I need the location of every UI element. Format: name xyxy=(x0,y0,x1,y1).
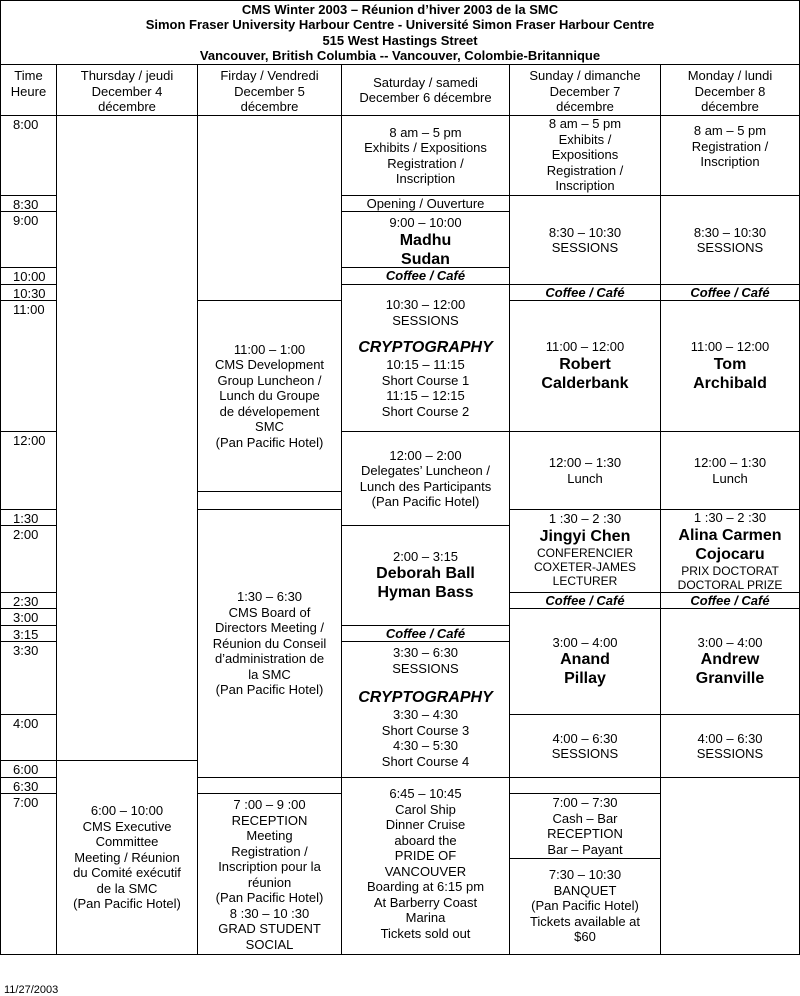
lecture-title: PRIX DOCTORAT xyxy=(681,563,779,578)
event-line: (Pan Pacific Hotel) xyxy=(371,494,480,509)
coffee-break-label: Coffee / Café xyxy=(545,284,625,300)
time-slot xyxy=(0,625,57,642)
event-time: 12:00 – 1:30 xyxy=(693,455,767,470)
event-line: Dinner Cruise xyxy=(385,817,466,832)
event-line: Inscription xyxy=(700,154,760,169)
event-line: Registration / xyxy=(231,843,308,859)
col-header-line: Thursday / jeudi xyxy=(80,68,174,83)
time-slot xyxy=(0,760,57,778)
event-line: Registration / xyxy=(691,138,769,154)
event-line: 10:15 – 11:15 xyxy=(386,357,465,372)
sunday-morning-sessions xyxy=(509,195,661,285)
event-line: Directors Meeting / xyxy=(214,620,325,636)
event-line: Short Course 4 xyxy=(381,753,470,769)
event-line: 8 am – 5 pm xyxy=(548,116,622,131)
time-label: 3:30 xyxy=(13,643,39,658)
event-line: Lunch xyxy=(712,470,748,486)
event-line: 6:45 – 10:45 xyxy=(389,786,462,801)
coffee-break-label: Coffee / Café xyxy=(690,284,770,300)
event-line: aboard the xyxy=(394,832,457,848)
saturday-exhibits xyxy=(341,115,510,196)
session-theme: CRYPTOGRAPHY xyxy=(358,339,493,356)
event-line: 8 :30 – 10 :30 xyxy=(229,905,310,921)
event-line: (Pan Pacific Hotel) xyxy=(215,434,324,450)
sunday-empty-evening xyxy=(509,777,661,794)
speaker-name: Tom xyxy=(713,355,747,373)
speaker-name: Pillay xyxy=(564,670,606,688)
session-theme: CRYPTOGRAPHY xyxy=(358,689,493,706)
event-line: Exhibits / Expositions xyxy=(364,140,487,155)
time-slot xyxy=(0,115,57,196)
time-label: 6:00 xyxy=(13,762,39,777)
event-line: Group Luncheon / xyxy=(217,372,322,388)
event-time: 3:30 – 6:30 xyxy=(392,645,459,660)
event-line: SOCIAL xyxy=(245,936,294,952)
col-header-saturday xyxy=(341,64,510,116)
event-line: Lunch des Participants xyxy=(359,478,492,494)
coffee-break-label: Coffee / Café xyxy=(385,625,466,641)
event-line: la SMC xyxy=(248,666,291,682)
event-line: (Pan Pacific Hotel) xyxy=(215,682,324,698)
event-line: Meeting / Réunion xyxy=(74,849,180,865)
speaker-name: Madhu xyxy=(399,231,452,249)
col-header-line: December 5 xyxy=(234,83,305,99)
speaker-name: Hyman Bass xyxy=(377,584,474,602)
event-line: 7 :00 – 9 :00 xyxy=(233,797,306,812)
event-line: SESSIONS xyxy=(551,746,619,761)
sunday-banquet xyxy=(509,858,661,955)
lecture-title: COXETER-JAMES xyxy=(533,559,636,574)
saturday-afternoon-sessions xyxy=(341,641,510,778)
friday-reception xyxy=(197,793,342,955)
saturday-sudan-lecture xyxy=(341,211,510,268)
time-slot xyxy=(0,525,57,593)
monday-coffee-1 xyxy=(660,284,800,301)
time-label: 10:00 xyxy=(13,269,46,284)
event-time: 3:00 – 4:00 xyxy=(552,634,618,650)
event-line: SESSIONS xyxy=(696,240,764,255)
coffee-break-label: Coffee / Café xyxy=(690,592,770,608)
friday-board-meeting xyxy=(197,509,342,778)
saturday-dinner-cruise xyxy=(341,777,510,955)
time-slot xyxy=(0,195,57,212)
col-header-line: décembre xyxy=(701,99,759,114)
col-header-time-line: Time xyxy=(14,68,43,83)
col-header-line: Saturday / samedi xyxy=(373,74,478,90)
event-line: Marina xyxy=(405,910,446,925)
event-time: 11:00 – 12:00 xyxy=(545,339,625,355)
event-line: (Pan Pacific Hotel) xyxy=(215,890,324,905)
event-line: CMS Development xyxy=(214,357,325,373)
time-label: 6:30 xyxy=(13,779,39,794)
event-line: Lunch du Groupe xyxy=(219,388,320,404)
event-line: Inscription xyxy=(395,171,456,186)
event-line: Delegates’ Luncheon / xyxy=(361,463,490,478)
time-label: 1:30 xyxy=(13,511,39,526)
event-line: 11:00 – 1:00 xyxy=(233,341,306,357)
time-label: 8:30 xyxy=(13,197,39,212)
event-line: de la SMC xyxy=(96,880,158,896)
event-line: d’administration de xyxy=(214,651,325,667)
col-header-friday xyxy=(197,64,342,116)
col-header-line: December 4 xyxy=(91,83,163,99)
event-line: réunion xyxy=(247,874,292,890)
time-slot xyxy=(0,592,57,609)
monday-lunch xyxy=(660,431,800,510)
time-slot xyxy=(0,608,57,626)
event-line: Meeting xyxy=(246,828,293,843)
col-header-line: décembre xyxy=(98,99,156,114)
event-line: Inscription pour la xyxy=(218,859,321,874)
col-header-monday xyxy=(660,64,800,116)
event-line: de dévelopement xyxy=(219,403,320,419)
event-line: 3:30 – 4:30 xyxy=(392,707,459,722)
event-time: 9:00 – 10:00 xyxy=(389,215,462,230)
event-line: VANCOUVER xyxy=(384,863,467,879)
saturday-morning-sessions xyxy=(341,284,510,432)
time-label: 2:00 xyxy=(13,527,39,542)
speaker-name: Archibald xyxy=(693,374,767,392)
event-line: Expositions xyxy=(551,147,619,162)
sunday-coffee-2 xyxy=(509,592,661,609)
event-line: SMC xyxy=(255,419,284,435)
event-line: SESSIONS xyxy=(696,746,764,761)
time-slot xyxy=(0,793,57,955)
col-header-line: décembre xyxy=(556,99,614,114)
speaker-name: Cojocaru xyxy=(695,545,765,563)
event-time: 4:00 – 6:30 xyxy=(552,730,618,746)
friday-empty-evening xyxy=(197,777,342,794)
col-header-line: décembre xyxy=(240,99,299,114)
time-slot xyxy=(0,284,57,301)
time-slot xyxy=(0,641,57,715)
speaker-name: Anand xyxy=(560,651,610,669)
event-line: Short Course 3 xyxy=(381,722,470,738)
event-line: CMS Executive xyxy=(82,818,172,834)
speaker-name: Jingyi Chen xyxy=(539,527,631,545)
monday-empty-evening xyxy=(660,777,800,955)
event-time: 1 :30 – 2 :30 xyxy=(548,511,622,526)
event-line: Inscription xyxy=(555,178,615,193)
monday-doctoral-prize-lecture xyxy=(660,509,800,593)
time-slot xyxy=(0,714,57,761)
speaker-name: Granville xyxy=(695,670,765,688)
event-line: Short Course 1 xyxy=(381,372,470,388)
event-line: CMS Board of xyxy=(228,604,311,620)
col-header-line: Sunday / dimanche xyxy=(529,68,641,83)
event-line: BANQUET xyxy=(553,882,617,898)
event-time: 7:00 – 7:30 xyxy=(552,795,618,810)
saturday-coffee-2 xyxy=(341,625,510,642)
col-header-time-line: Heure xyxy=(10,83,47,99)
event-line: Short Course 2 xyxy=(381,403,470,419)
event-line: $60 xyxy=(574,929,596,944)
event-line: du Comité exécutif xyxy=(73,865,181,881)
monday-archibald-lecture xyxy=(660,300,800,432)
title-line-4: Vancouver, British Columbia -- Vancouver, Colombie-Britannique xyxy=(199,48,601,63)
time-label: 3:15 xyxy=(13,627,39,642)
event-line: SESSIONS xyxy=(392,660,459,676)
coffee-break-label: Coffee / Café xyxy=(545,592,625,608)
event-time: 12:00 – 1:30 xyxy=(548,455,622,470)
col-header-line: December 7 xyxy=(549,83,621,99)
event-line: Registration / xyxy=(387,155,464,171)
event-line: At Barberry Coast xyxy=(373,894,478,910)
title-line-1: CMS Winter 2003 – Réunion d’hiver 2003 de la SMC xyxy=(241,1,559,17)
event-line: Tickets sold out xyxy=(380,925,471,941)
time-slot xyxy=(0,509,57,526)
event-line: Bar – Payant xyxy=(547,841,623,857)
time-label: 9:00 xyxy=(13,213,39,228)
event-line: GRAD STUDENT xyxy=(218,921,321,936)
event-time: 8:30 – 10:30 xyxy=(693,224,767,240)
friday-empty-morning xyxy=(197,115,342,301)
event-line: 11:15 – 12:15 xyxy=(386,388,465,403)
event-line: 8 am – 5 pm xyxy=(693,123,767,138)
sunday-afternoon-sessions xyxy=(509,714,661,778)
event-line: 1:30 – 6:30 xyxy=(236,589,303,605)
saturday-ball-bass-lecture xyxy=(341,525,510,626)
col-header-line: Firday / Vendredi xyxy=(220,68,319,83)
friday-empty-slot xyxy=(197,491,342,510)
thursday-exec-meeting xyxy=(56,760,198,955)
sunday-coxeter-james-lecture xyxy=(509,509,661,593)
saturday-opening xyxy=(341,195,510,212)
time-label: 3:00 xyxy=(13,610,39,625)
time-slot xyxy=(0,431,57,510)
event-time: 7:30 – 10:30 xyxy=(548,867,622,882)
event-time: 3:00 – 4:00 xyxy=(697,634,763,650)
event-time: 2:00 – 3:15 xyxy=(392,548,459,564)
monday-coffee-2 xyxy=(660,592,800,609)
col-header-line: December 6 décembre xyxy=(359,90,492,105)
event-line: RECEPTION xyxy=(231,812,308,828)
sunday-cash-bar xyxy=(509,793,661,859)
event-line: (Pan Pacific Hotel) xyxy=(73,896,181,912)
speaker-name: Deborah Ball xyxy=(376,565,475,583)
monday-afternoon-sessions xyxy=(660,714,800,778)
speaker-name: Sudan xyxy=(401,250,450,268)
event-line: 8 am – 5 pm xyxy=(389,124,462,140)
lecture-title: DOCTORAL PRIZE xyxy=(677,577,783,592)
time-label: 10:30 xyxy=(13,286,46,301)
speaker-name: Calderbank xyxy=(541,374,629,392)
monday-granville-lecture xyxy=(660,608,800,715)
event-line: (Pan Pacific Hotel) xyxy=(531,898,639,913)
event-line: Registration / xyxy=(546,162,624,178)
event-line: Exhibits / xyxy=(558,131,612,147)
sunday-pillay-lecture xyxy=(509,608,661,715)
event-time: 4:00 – 6:30 xyxy=(697,730,763,746)
time-label: 8:00 xyxy=(13,117,39,132)
speaker-name: Andrew xyxy=(700,651,760,669)
event-line: 4:30 – 5:30 xyxy=(392,738,459,753)
coffee-break-label: Coffee / Café xyxy=(385,268,466,284)
event-line: RECEPTION xyxy=(547,826,623,841)
speaker-name: Alina Carmen xyxy=(678,526,782,544)
time-slot xyxy=(0,777,57,794)
time-label: 11:00 xyxy=(13,302,45,317)
footer-date: 11/27/2003 xyxy=(4,984,59,996)
event-time: 8:30 – 10:30 xyxy=(548,224,622,240)
title-line-3: 515 West Hastings Street xyxy=(322,32,478,48)
event-line: Cash – Bar xyxy=(552,810,618,826)
event-line: Committee xyxy=(95,834,159,850)
col-header-line: Monday / lundi xyxy=(687,68,773,83)
col-header-line: December 8 xyxy=(694,83,766,99)
event-line: Lunch xyxy=(567,470,603,486)
time-slot xyxy=(0,267,57,285)
event-line: SESSIONS xyxy=(551,240,619,255)
event-line: Tickets available at xyxy=(529,913,641,929)
event-time: 1 :30 – 2 :30 xyxy=(693,510,767,525)
monday-registration xyxy=(660,115,800,196)
event-line: 6:00 – 10:00 xyxy=(90,803,164,819)
speaker-name: Robert xyxy=(559,355,611,373)
time-label: 4:00 xyxy=(13,716,39,731)
time-slot xyxy=(0,300,57,432)
event-line: Opening / Ouverture xyxy=(366,195,485,211)
time-label: 2:30 xyxy=(13,594,39,609)
sunday-coffee-1 xyxy=(509,284,661,301)
event-time: 11:00 – 12:00 xyxy=(690,339,770,355)
event-line: Carol Ship xyxy=(395,801,456,817)
sunday-exhibits xyxy=(509,115,661,196)
time-label: 7:00 xyxy=(13,795,39,810)
title-line-2: Simon Fraser University Harbour Centre - Université Simon Fraser Harbour Centre xyxy=(145,17,655,32)
event-line: 12:00 – 2:00 xyxy=(389,447,462,463)
time-slot xyxy=(0,211,57,268)
title-block xyxy=(0,0,800,65)
event-line: PRIDE OF xyxy=(394,848,457,863)
sunday-calderbank-lecture xyxy=(509,300,661,432)
event-line: Réunion du Conseil xyxy=(212,635,327,651)
sunday-lunch xyxy=(509,431,661,510)
monday-morning-sessions xyxy=(660,195,800,285)
lecture-title: CONFERENCIER xyxy=(536,545,633,560)
event-time: 10:30 – 12:00 xyxy=(385,297,466,312)
event-line: SESSIONS xyxy=(392,312,459,328)
lecture-title: LECTURER xyxy=(552,573,618,588)
col-header-sunday xyxy=(509,64,661,116)
col-header-thursday xyxy=(56,64,198,116)
thursday-empty xyxy=(56,115,198,761)
saturday-coffee-1 xyxy=(341,267,510,285)
friday-luncheon xyxy=(197,300,342,492)
event-line: Boarding at 6:15 pm xyxy=(366,879,485,894)
saturday-luncheon xyxy=(341,431,510,526)
col-header-time xyxy=(0,64,57,116)
time-label: 12:00 xyxy=(13,433,46,448)
